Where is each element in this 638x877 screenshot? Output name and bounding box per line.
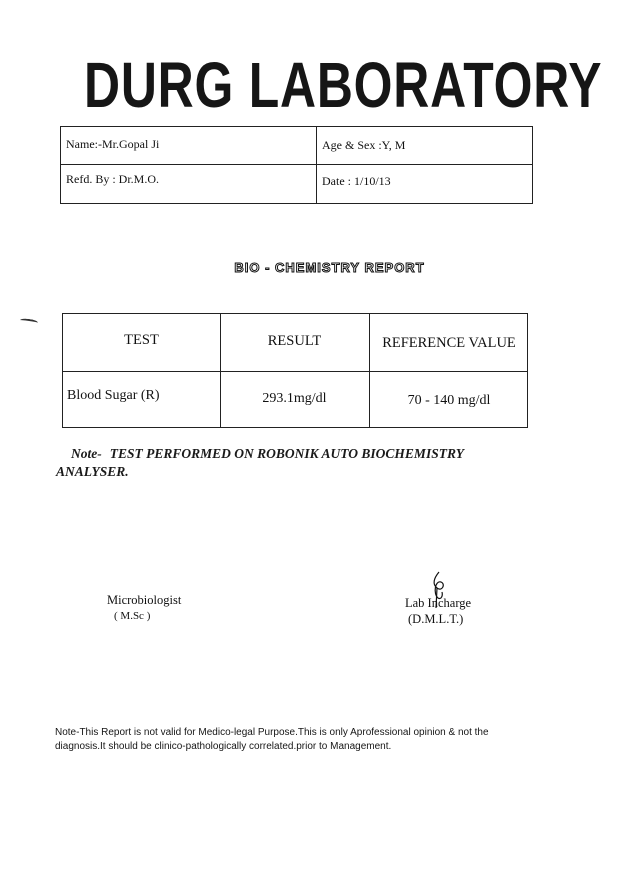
note-text: TEST PERFORMED ON ROBONIK AUTO BIOCHEMISTRY ANALYSER. <box>56 446 464 479</box>
reference-value-cell: 70 - 140 mg/dl <box>407 393 491 408</box>
patient-name: Name:-Mr.Gopal Ji <box>66 137 160 151</box>
referred-by: Refd. By : Dr.M.O. <box>66 172 159 186</box>
footer-disclaimer: Note-This Report is not valid for Medico-legal Purpose.This is only Aprofessional opinion & not the diagnosis.It should be clinico-pathologically correlated.prior to Management. <box>55 727 489 752</box>
note-block <box>56 445 526 481</box>
table-divider <box>61 164 532 165</box>
result-table <box>62 313 528 428</box>
lab-incharge-title: Lab Incharge <box>405 596 472 610</box>
microbiologist-title: Microbiologist <box>107 593 182 607</box>
patient-info-table <box>60 126 533 204</box>
table-divider <box>316 127 317 203</box>
report-heading: BIO - CHEMISTRY REPORT <box>234 260 425 275</box>
column-header-test: TEST <box>124 332 159 348</box>
margin-mark <box>20 318 39 325</box>
patient-age-sex: Age & Sex :Y, M <box>322 138 406 152</box>
result-value-cell: 293.1mg/dl <box>262 391 327 406</box>
lab-incharge-qualification: (D.M.L.T.) <box>408 612 464 626</box>
table-divider <box>63 371 527 372</box>
report-date: Date : 1/10/13 <box>322 174 391 188</box>
test-name-cell: Blood Sugar (R) <box>67 388 160 403</box>
microbiologist-qualification: ( M.Sc ) <box>114 610 151 622</box>
column-header-result: RESULT <box>267 333 322 349</box>
column-header-reference: REFERENCE VALUE <box>382 335 516 351</box>
note-label: Note- <box>71 446 102 461</box>
lab-title: DURG LABORATORY <box>84 49 603 121</box>
